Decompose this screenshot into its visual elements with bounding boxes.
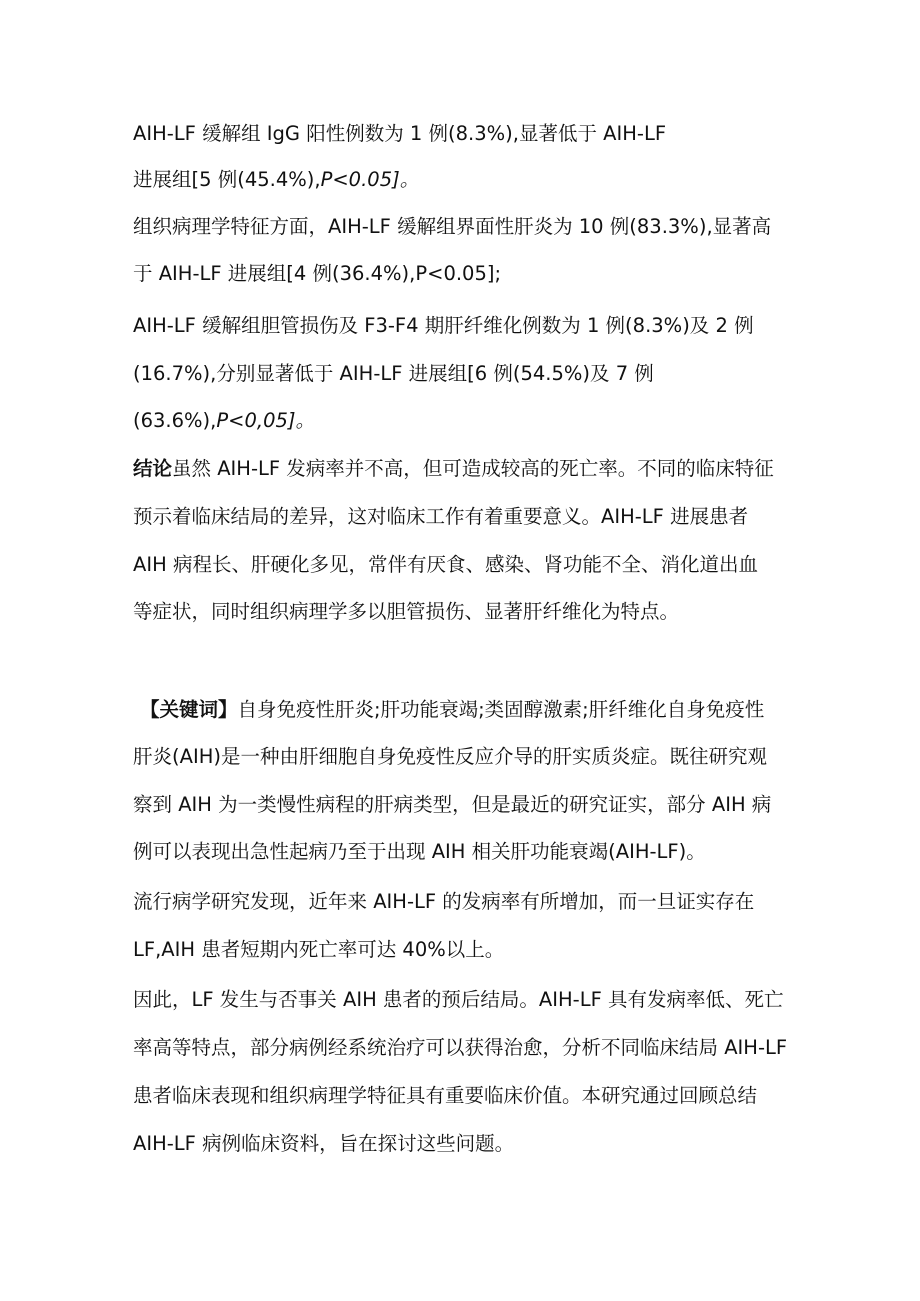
text-span: 自身免疫性肝炎;肝功能衰竭;类固醇激素;肝纤维化自身免疫性 (237, 698, 765, 721)
text-span: 组织病理学特征方面，AIH-LF 缓解组界面性肝炎为 10 例(83.3%),显著高 (133, 215, 772, 238)
purpose-line-4 (133, 1124, 803, 1164)
conclusion-line-3 (133, 545, 803, 585)
conclusion-line-1 (133, 449, 803, 489)
text-span: 患者临床表现和组织病理学特征具有重要临床价值。本研究通过回顾总结 (133, 1084, 758, 1107)
results-paragraph-1-line-1 (133, 114, 803, 154)
results-paragraph-3-line-3 (133, 401, 803, 441)
keywords-line-4 (133, 832, 803, 872)
text-span: 等症状，同时组织病理学多以胆管损伤、显著肝纤维化为特点。 (133, 600, 680, 623)
text-span: (63.6%), (133, 409, 217, 432)
text-span: 预示着临床结局的差异，这对临床工作有着重要意义。AIH-LF 进展患者 (133, 505, 749, 528)
text-span: AIH-LF 缓解组胆管损伤及 F3-F4 期肝纤维化例数为 1 例(8.3%)及 2 例 (133, 314, 754, 337)
text-span: (16.7%),分别显著低于 AIH-LF 进展组[6 例(54.5%)及 7 例 (133, 362, 654, 385)
results-paragraph-3-line-1 (133, 306, 803, 346)
text-span: 虽然 AIH-LF 发病率并不高，但可造成较高的死亡率。不同的临床特征 (172, 457, 774, 480)
text-span: AIH 病程长、肝硬化多见，常伴有厌食、感染、肾功能不全、消化道出血 (133, 553, 758, 576)
text-span: AIH-LF 病例临床资料，旨在探讨这些问题。 (133, 1132, 515, 1155)
keywords-line-1 (140, 690, 810, 730)
text-span: 于 AIH-LF 进展组[4 例(36.4%),P<0.05]; (133, 262, 502, 285)
text-span: 流行病学研究发现，近年来 AIH-LF 的发病率有所增加，而一旦证实存在 (133, 890, 755, 913)
conclusion-line-4 (133, 592, 803, 632)
conclusion-label: 结论 (133, 457, 173, 480)
purpose-line-1 (133, 980, 803, 1020)
p-value-italic: P<0.05]。 (320, 168, 420, 191)
text-span: 率高等特点，部分病例经系统治疗可以获得治愈，分析不同临床结局 AIH-LF (133, 1036, 788, 1059)
keywords-line-2 (133, 737, 803, 777)
p-value-italic: P<0,05]。 (216, 409, 315, 432)
results-paragraph-2-line-1 (133, 207, 803, 247)
purpose-line-2 (133, 1028, 803, 1068)
keywords-line-3 (133, 785, 803, 825)
conclusion-line-2 (133, 497, 803, 537)
results-paragraph-3-line-2 (133, 354, 803, 394)
text-span: 因此，LF 发生与否事关 AIH 患者的预后结局。AIH-LF 具有发病率低、死亡 (133, 988, 784, 1011)
results-paragraph-2-line-2 (133, 254, 803, 294)
keywords-label: 【关键词】 (140, 698, 238, 721)
epidemiology-line-2 (133, 930, 803, 970)
purpose-line-3 (133, 1076, 803, 1116)
epidemiology-line-1 (133, 882, 803, 922)
text-span: AIH-LF 缓解组 IgG 阳性例数为 1 例(8.3%),显著低于 AIH-LF (133, 122, 667, 145)
text-span: 肝炎(AIH)是一种由肝细胞自身免疫性反应介导的肝实质炎症。既往研究观 (133, 745, 767, 768)
text-span: 例可以表现出急性起病乃至于出现 AIH 相关肝功能衰竭(AIH-LF)。 (133, 840, 706, 863)
text-span: LF,AIH 患者短期内死亡率可达 40%以上。 (133, 938, 505, 961)
results-paragraph-1-line-2 (133, 160, 803, 200)
text-span: 进展组[5 例(45.4%), (133, 168, 321, 191)
text-span: 察到 AIH 为一类慢性病程的肝病类型，但是最近的研究证实，部分 AIH 病 (133, 793, 772, 816)
